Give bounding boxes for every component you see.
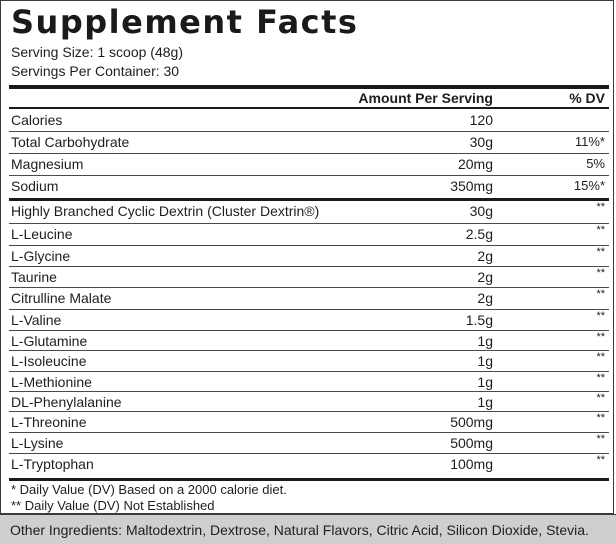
nutrient-amount: 30g: [469, 203, 493, 219]
nutrient-dv: **: [596, 267, 605, 279]
divider-thick: [9, 85, 609, 89]
nutrient-dv: 5%: [586, 156, 605, 171]
table-row: [9, 351, 609, 373]
nutrient-amount: 20mg: [457, 156, 493, 172]
panel-title: Supplement Facts: [11, 3, 359, 41]
table-row: [9, 246, 609, 268]
nutrient-name: Citrulline Malate: [11, 290, 112, 306]
table-row: [9, 132, 609, 154]
footnote-daily-value: * Daily Value (DV) Based on a 2000 calorie diet.: [11, 482, 287, 497]
nutrient-name: Sodium: [11, 178, 59, 194]
nutrient-amount: 2g: [477, 290, 493, 306]
nutrient-dv: **: [596, 288, 605, 300]
nutrient-name: Calories: [11, 112, 63, 128]
table-row: [9, 154, 609, 176]
nutrient-dv: **: [596, 246, 605, 258]
table-row: [9, 310, 609, 332]
nutrient-dv: 11%*: [574, 134, 605, 149]
header-percent-dv: % DV: [569, 90, 605, 106]
other-ingredients: Other Ingredients: Maltodextrin, Dextrose, Natural Flavors, Citric Acid, Silicon Dioxide, Stevia.: [10, 522, 589, 538]
nutrient-amount: 2g: [477, 248, 493, 264]
nutrient-amount: 500mg: [450, 414, 493, 430]
footnote-not-established: ** Daily Value (DV) Not Established: [11, 498, 215, 513]
nutrient-amount: 1g: [477, 353, 493, 369]
header-amount-per-serving: Amount Per Serving: [358, 90, 493, 106]
nutrient-amount: 1g: [477, 394, 493, 410]
nutrient-name: Total Carbohydrate: [11, 134, 130, 150]
table-row: [9, 433, 609, 455]
nutrient-amount: 2.5g: [465, 226, 493, 242]
table-row: [9, 176, 609, 198]
nutrient-name: L-Glycine: [11, 248, 71, 264]
nutrient-amount: 100mg: [450, 456, 493, 472]
serving-size: Serving Size: 1 scoop (48g): [11, 44, 183, 60]
nutrient-name: L-Glutamine: [11, 333, 88, 349]
nutrient-name: L-Tryptophan: [11, 456, 94, 472]
other-ingredients-bar: [0, 514, 616, 544]
nutrient-amount: 30g: [469, 134, 493, 150]
nutrient-name: L-Valine: [11, 312, 62, 328]
nutrient-amount: 120: [469, 112, 493, 128]
table-row: [9, 110, 609, 132]
nutrient-name: L-Lysine: [11, 435, 64, 451]
divider-header: [9, 107, 609, 109]
nutrient-amount: 350mg: [450, 178, 493, 194]
table-row: [9, 201, 609, 223]
nutrient-name: L-Threonine: [11, 414, 87, 430]
nutrient-name: L-Isoleucine: [11, 353, 87, 369]
nutrient-dv: **: [596, 412, 605, 424]
nutrient-dv: **: [596, 392, 605, 404]
table-row: [9, 412, 609, 434]
table-row: [9, 224, 609, 246]
nutrient-dv: **: [596, 310, 605, 322]
divider-footer: [9, 478, 609, 481]
nutrient-dv: **: [596, 372, 605, 384]
nutrient-dv: 15%*: [573, 178, 605, 193]
nutrient-amount: 1.5g: [465, 312, 493, 328]
nutrient-amount: 1g: [477, 333, 493, 349]
nutrient-name: Magnesium: [11, 156, 84, 172]
nutrient-dv: **: [596, 224, 605, 236]
nutrient-dv: **: [596, 331, 605, 343]
table-row: [9, 454, 609, 476]
table-row: [9, 288, 609, 310]
nutrient-dv: **: [596, 433, 605, 445]
nutrient-name: L-Leucine: [11, 226, 73, 242]
nutrient-dv: **: [596, 454, 605, 466]
table-row: [9, 267, 609, 289]
nutrient-dv: **: [596, 351, 605, 363]
servings-per-container: Servings Per Container: 30: [11, 63, 180, 79]
nutrient-name: L-Methionine: [11, 374, 92, 390]
nutrient-amount: 1g: [477, 374, 493, 390]
nutrient-dv: **: [596, 201, 605, 213]
nutrient-name: Highly Branched Cyclic Dextrin (Cluster Dextrin®): [11, 203, 320, 219]
nutrient-amount: 500mg: [450, 435, 493, 451]
nutrient-name: DL-Phenylalanine: [11, 394, 122, 410]
nutrient-amount: 2g: [477, 269, 493, 285]
nutrient-name: Taurine: [11, 269, 57, 285]
